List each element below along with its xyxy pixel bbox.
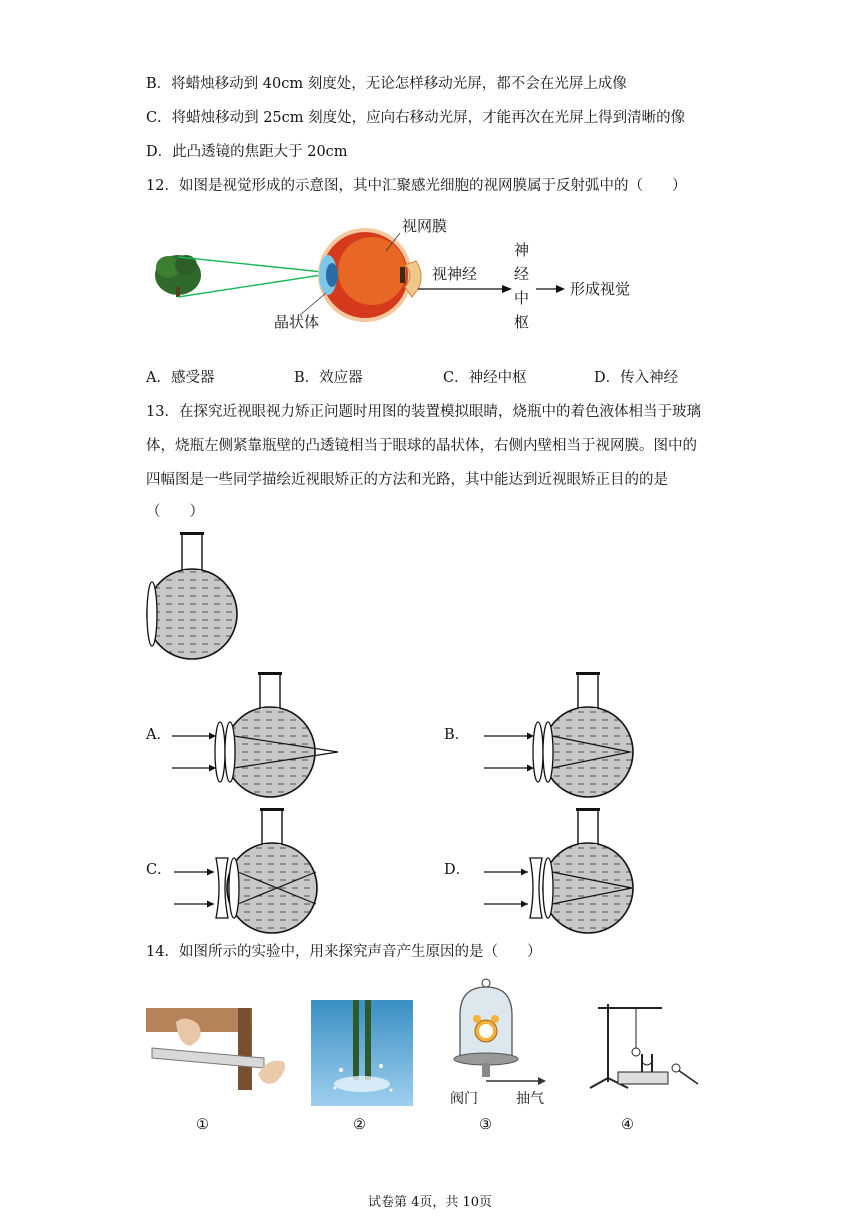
q12-option-c: C．神经中枢 xyxy=(443,370,527,386)
q12-option-d: D．传入神经 xyxy=(594,370,679,386)
figure-label-4: ④ xyxy=(621,1117,634,1133)
bell-jar-figure xyxy=(446,975,556,1107)
q12-option-b: B．效应器 xyxy=(294,370,363,386)
lens-label: 晶状体 xyxy=(274,313,320,331)
page-footer: 试卷第 4页，共 10页 xyxy=(367,1195,493,1210)
q13-option-a-figure xyxy=(168,668,358,800)
q12-stem: 12．如图是视觉形成的示意图，其中汇聚感光细胞的视网膜属于反射弧中的（ ） xyxy=(146,178,687,194)
center-char-2: 经 xyxy=(514,265,530,283)
figure-label-2: ② xyxy=(353,1117,366,1133)
q11-option-b: B．将蜡烛移动到 40cm 刻度处，无论怎样移动光屏，都不会在光屏上成像 xyxy=(146,76,627,92)
center-char-1: 神 xyxy=(514,241,530,259)
q13-option-b-figure xyxy=(480,668,640,800)
q13-stem-line-4: （ ） xyxy=(146,504,204,520)
q11-option-d: D．此凸透镜的焦距大于 20cm xyxy=(146,144,348,160)
q13-stem-line-2: 体，烧瓶左侧紧靠瓶壁的凸透镜相当于眼球的晶状体，右侧内壁相当于视网膜。图中的 xyxy=(146,438,697,454)
q13-option-d-figure xyxy=(480,804,640,936)
model-eye-flask xyxy=(140,528,250,663)
figure-label-1: ① xyxy=(196,1117,209,1133)
retina-label: 视网膜 xyxy=(402,217,448,235)
q13-stem-line-1: 13．在探究近视眼视力矫正问题时用图的装置模拟眼睛，烧瓶中的着色液体相当于玻璃 xyxy=(146,404,701,420)
q13-option-c-label: C． xyxy=(146,862,172,878)
q13-option-d-label: D． xyxy=(444,862,471,878)
q11-option-c: C．将蜡烛移动到 25cm 刻度处，应向右移动光屏，才能再次在光屏上得到清晰的像 xyxy=(146,110,686,126)
q13-stem-line-3: 四幅图是一些同学描绘近视眼矫正的方法和光路，其中能达到近视眼矫正目的的是 xyxy=(146,472,668,488)
q13-option-b-label: B． xyxy=(444,727,470,743)
q13-option-a-label: A． xyxy=(146,727,171,743)
tuning-fork-water-figure xyxy=(311,1000,413,1106)
vision-formation-figure xyxy=(150,205,650,345)
optic-nerve-label: 视神经 xyxy=(432,265,478,283)
eyeball-image xyxy=(319,230,421,320)
result-label: 形成视觉 xyxy=(570,280,631,298)
tuning-fork-ball-figure xyxy=(584,996,708,1096)
valve-label: 阀门 xyxy=(450,1091,478,1107)
q13-option-c-figure xyxy=(170,804,340,936)
q12-option-a: A．感受器 xyxy=(146,370,215,386)
q14-stem: 14．如图所示的实验中，用来探究声音产生原因的是（ ） xyxy=(146,944,542,960)
ruler-table-figure xyxy=(146,1008,296,1090)
pump-label: 抽气 xyxy=(516,1091,544,1107)
center-char-3: 中 xyxy=(514,289,530,307)
center-char-4: 枢 xyxy=(514,313,530,331)
figure-label-3: ③ xyxy=(479,1117,492,1133)
tree-image xyxy=(155,255,201,297)
